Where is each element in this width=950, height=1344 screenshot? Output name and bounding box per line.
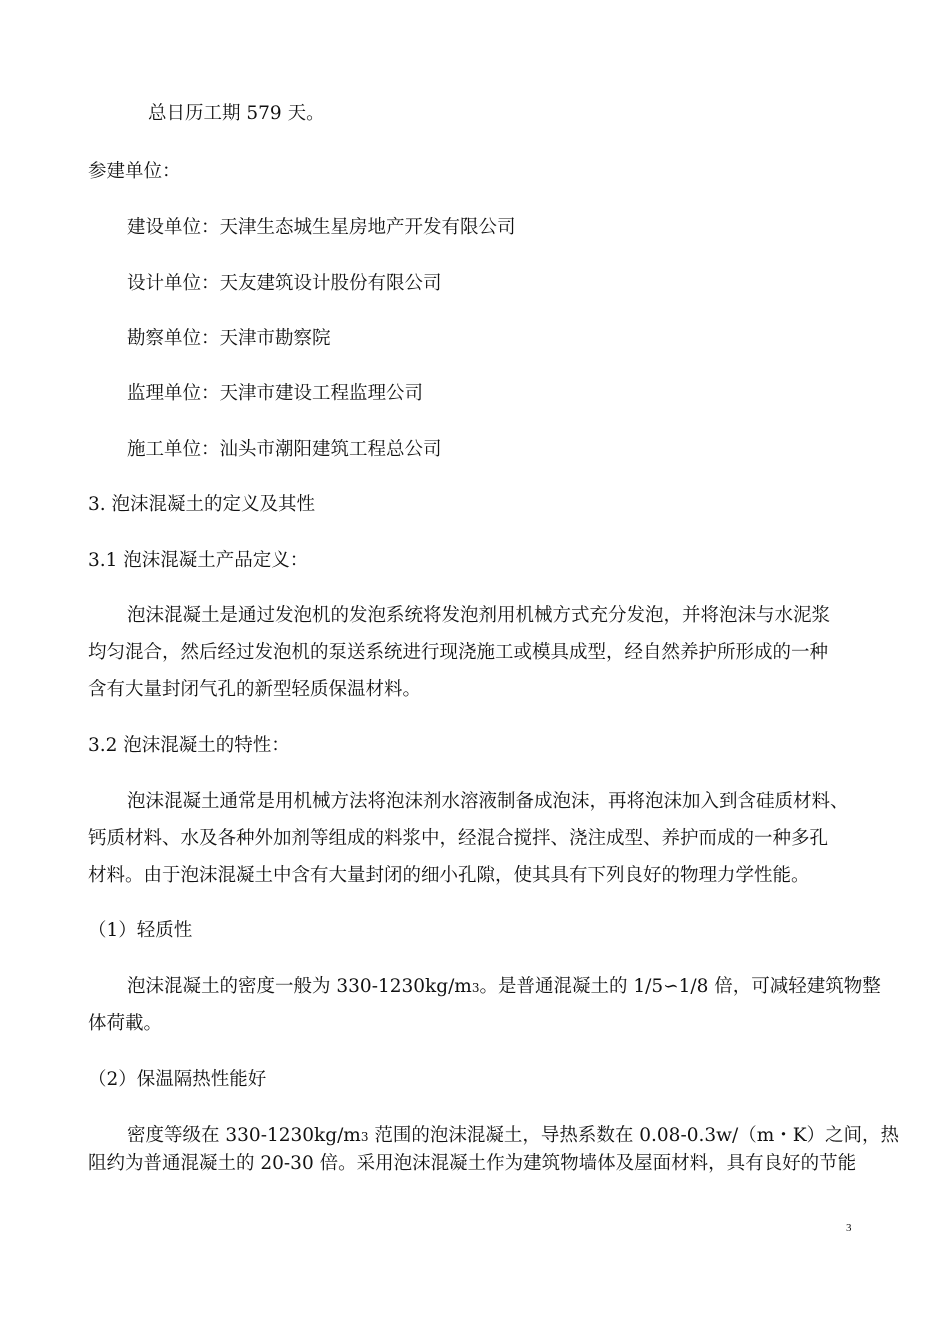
section-3-2-heading: 3.2 泡沫混凝土的特性： <box>88 735 290 756</box>
section-3-heading: 3. 泡沫混凝土的定义及其性 <box>88 494 316 515</box>
insulation-heading: （2）保温隔热性能好 <box>88 1069 267 1090</box>
insulation-paragraph-line-2: 阻约为普通混凝土的 20-30 倍。采用泡沫混凝土作为建筑物墙体及屋面材料，具有良好的节能 <box>88 1153 857 1174</box>
lightweight-paragraph-line-1 <box>127 975 881 1000</box>
lightweight-text-b: 。是普通混凝土的 1/5∽1/8 倍，可减轻建筑物整 <box>479 976 881 997</box>
survey-unit-line: 勘察单位：天津市勘察院 <box>127 328 331 349</box>
supervision-unit-line: 监理单位：天津市建设工程监理公司 <box>127 383 424 404</box>
lightweight-heading: （1）轻质性 <box>88 920 193 941</box>
insulation-paragraph-line-1 <box>127 1124 899 1149</box>
properties-paragraph-line-1: 泡沫混凝土通常是用机械方法将泡沫剂水溶液制备成泡沫，再将泡沫加入到含硅质材料、 <box>127 791 849 812</box>
construction-period-line: 总日历工期 579 天。 <box>148 103 325 124</box>
design-unit-line: 设计单位：天友建筑设计股份有限公司 <box>127 273 442 294</box>
insulation-text-b: 范围的泡沫混凝土，导热系数在 0.08-0.3w/（m・K）之间，热 <box>368 1125 900 1146</box>
page-number: 3 <box>846 1222 852 1234</box>
properties-paragraph-line-3: 材料。由于泡沫混凝土中含有大量封闭的细小孔隙，使其具有下列良好的物理力学性能。 <box>88 865 810 886</box>
definition-paragraph-line-2: 均匀混合，然后经过发泡机的泵送系统进行现浇施工或模具成型，经自然养护所形成的一种 <box>88 642 829 663</box>
lightweight-paragraph-line-2: 体荷載。 <box>88 1013 163 1034</box>
definition-paragraph-line-3: 含有大量封闭气孔的新型轻质保温材料。 <box>88 679 422 700</box>
definition-paragraph-line-1: 泡沫混凝土是通过发泡机的发泡系统将发泡剂用机械方式充分发泡，并将泡沫与水泥浆 <box>127 605 831 626</box>
unit-exponent: 3 <box>471 981 480 995</box>
construction-unit-line: 施工单位：汕头市潮阳建筑工程总公司 <box>127 439 442 460</box>
section-3-1-heading: 3.1 泡沫混凝土产品定义： <box>88 550 309 571</box>
owner-unit-line: 建设单位：天津生态城生星房地产开发有限公司 <box>127 217 516 238</box>
properties-paragraph-line-2: 钙质材料、水及各种外加剂等组成的料浆中，经混合搅拌、浇注成型、养护而成的一种多孔 <box>88 828 829 849</box>
lightweight-text-a: 泡沫混凝土的密度一般为 330-1230kg/m <box>127 976 472 997</box>
insulation-text-a: 密度等级在 330-1230kg/m <box>127 1125 361 1146</box>
unit-exponent: 3 <box>360 1130 369 1144</box>
participants-heading: 参建单位： <box>88 161 181 182</box>
